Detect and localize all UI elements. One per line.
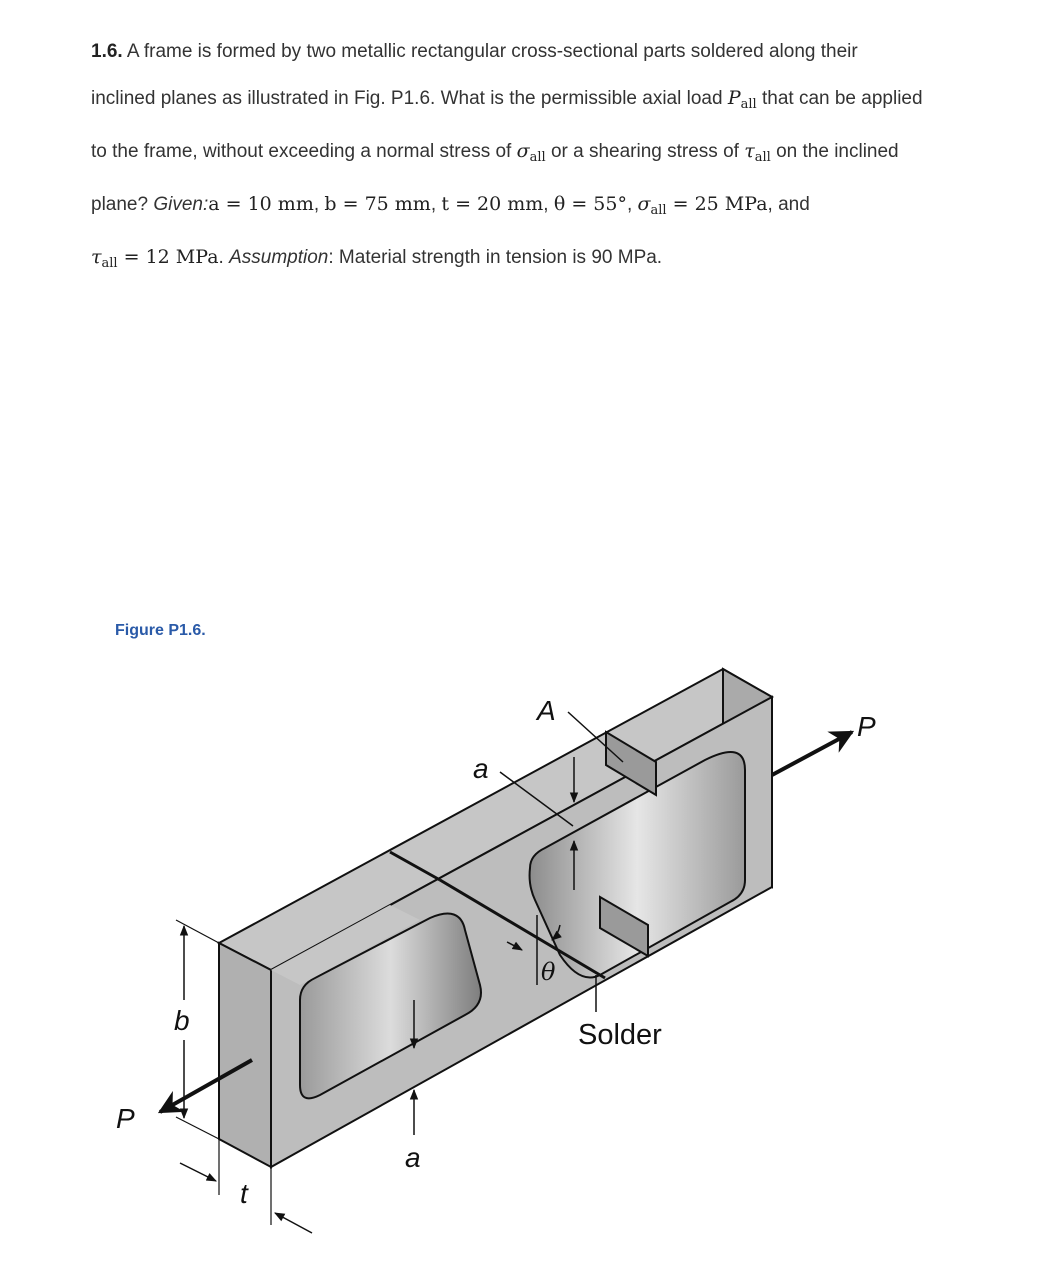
tau-subscript: all (754, 150, 771, 165)
dim-b-ext-top (176, 920, 219, 943)
given-tau-symbol: τ (91, 246, 102, 268)
given-sigma-value: = 25 MPa (666, 193, 768, 215)
and-text: , and (767, 194, 810, 215)
problem-text-2a: inclined planes as illustrated in Fig. P1.6. What is the permissible axial load (91, 88, 728, 109)
given-tau-sub: all (101, 256, 118, 271)
p-symbol: P (727, 87, 741, 109)
problem-line-5: $\tau_{all} = 12$ MPa. Assumption: Material strength in tension is 90 MPa. (91, 246, 663, 271)
dim-t-arrow-right (275, 1213, 312, 1233)
problem-text-3c: on the inclined (770, 141, 899, 162)
figure-caption: Figure P1.6. (115, 622, 206, 639)
label-a-bottom: a (405, 1142, 421, 1173)
problem-text-3b: or a shearing stress of (545, 141, 745, 162)
given-label: Given: (153, 194, 209, 215)
problem-statement (91, 28, 1001, 287)
problem-line-4: plane? Given:a = 10 mm, b = 75 mm, t = 20 mm, θ = 55°, $\sigma_{all} = 25$ MPa, and (91, 193, 810, 218)
label-t: t (240, 1178, 248, 1209)
dim-b-ext-bottom (176, 1117, 219, 1139)
given-b: b = 75 mm (324, 193, 431, 215)
label-p-right: P (857, 711, 876, 742)
sigma-subscript: all (529, 150, 546, 165)
dim-t-arrow-left (180, 1163, 216, 1181)
assumption-label: Assumption (229, 247, 329, 268)
label-A: A (537, 695, 556, 726)
p-subscript: all (740, 97, 757, 112)
label-solder: Solder (578, 1019, 662, 1051)
given-sigma-symbol: σ (637, 193, 651, 215)
given-t: t = 20 mm (441, 193, 544, 215)
problem-line-2 (91, 75, 1001, 128)
given-tau-value: = 12 MPa (117, 246, 219, 268)
frame-figure (0, 650, 1039, 1262)
given-sigma-sub: all (650, 203, 667, 218)
problem-text-2b: that can be applied (756, 88, 923, 109)
problem-text-4a: plane? (91, 194, 154, 215)
assumption-text: : Material strength in tension is 90 MPa. (328, 247, 663, 268)
label-p-left: P (116, 1103, 135, 1134)
problem-text-1: A frame is formed by two metallic rectangular cross-sectional parts soldered along their (122, 41, 858, 62)
label-theta: θ (541, 958, 556, 986)
problem-text-3a: to the frame, without exceeding a normal stress of (91, 141, 517, 162)
problem-line-3 (91, 128, 1001, 181)
load-p-right-arrow (772, 732, 852, 775)
sigma-symbol: σ (516, 140, 530, 162)
label-b: b (174, 1005, 190, 1036)
given-a: a = 10 mm (208, 193, 314, 215)
tau-symbol: τ (744, 140, 755, 162)
label-a-top: a (473, 753, 489, 784)
problem-line-1 (91, 28, 1001, 75)
problem-number: 1.6. (91, 41, 123, 62)
given-theta: θ = 55° (553, 193, 627, 215)
frame-left-end-face (219, 943, 271, 1167)
